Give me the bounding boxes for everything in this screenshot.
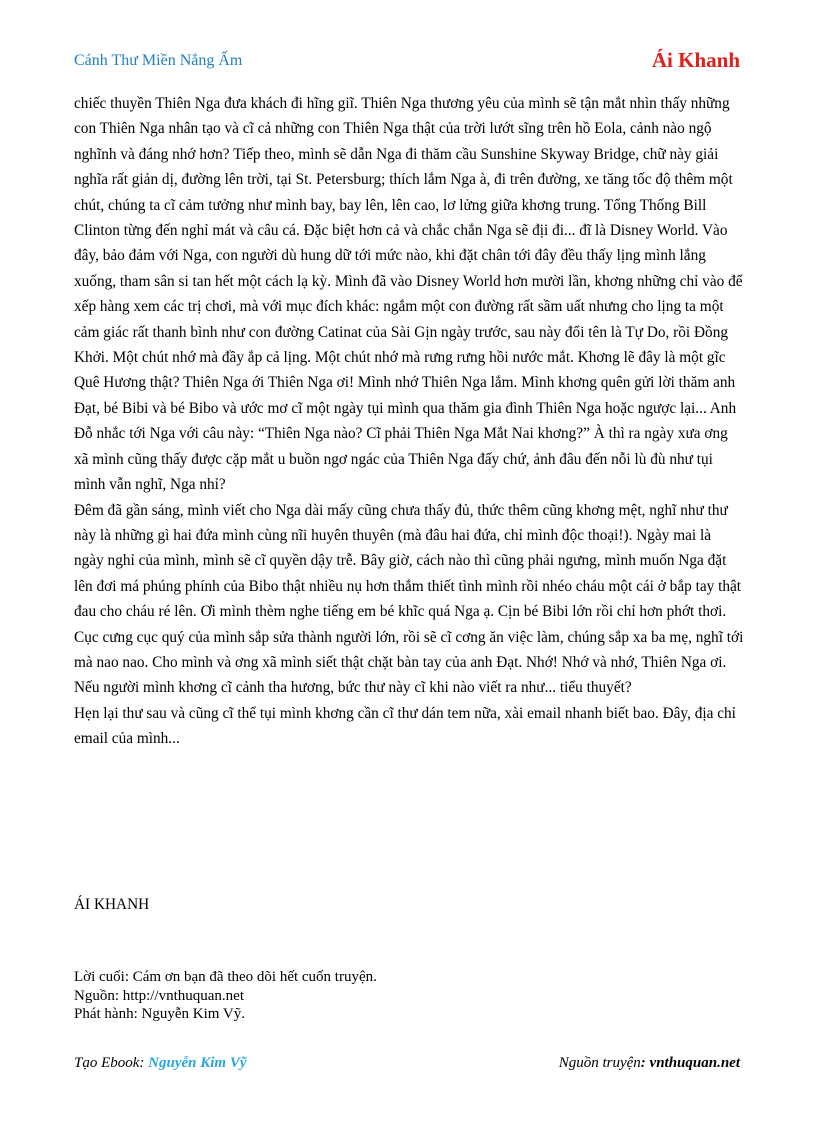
ebook-creator-link[interactable]: Nguyễn Kim Vỹ: [148, 1055, 247, 1071]
footer-ebook: [74, 1055, 247, 1072]
letter-body: [74, 91, 744, 752]
author-name: Ái Khanh: [651, 48, 740, 72]
source-line: Nguồn: http://vnthuquan.net: [74, 987, 244, 1004]
footer-source: [559, 1055, 740, 1072]
paragraph: Hẹn lại thư sau và cũng cĩ thể tụi mình khơng cần cĩ thư dán tem nữa, xài email nhanh biết bao. Đây, địa chỉ email của mình...: [74, 704, 736, 748]
publisher-line: Phát hành: Nguyễn Kim Vỹ.: [74, 1006, 245, 1022]
source-label: Nguồn truyện: [558, 1055, 641, 1071]
closing-notes: [74, 968, 377, 1024]
closing-note: Lời cuối: Cám ơn bạn đã theo dõi hết cuốn truyện.: [74, 969, 377, 985]
paragraph: chiếc thuyền Thiên Nga đưa khách đi hĩng giĩ. Thiên Nga thương yêu của mình sẽ tận mắt nhìn thấy những con Thiên Nga nhân tạo và cĩ cả những con Thiên Nga thật của trời lướt sĩng trên hồ Eola, cảnh nào ngộ nghĩnh và đáng nhớ hơn? Tiếp theo, mình sẽ dẫn Nga đi thăm cầu Sunshine Skyway Bridge, chữ này giải nghĩa rất giản dị, đường lên trời, tại St. Petersburg; thích lắm Nga à, đi trên đường, xe tăng tốc độ thêm một chút, chúng ta cĩ cảm tưởng như mình bay, bay lên, lên cao, lơ lửng giữa khơng trung. Tổng Thống Bill Clinton từng đến nghỉ mát và câu cá. Đặc biệt hơn cả và chắc chắn Nga sẽ địi đi... đĩ là Disney World. Vào đây, bảo đảm với Nga, con người dù hung dữ tới mức nào, khi đặt chân tới đây đều thấy lịng mình lắng xuống, tham sân si tan hết một cách lạ kỳ. Mình đã vào Disney World hơn mười lần, khơng những chỉ vào để xếp hàng xem các trị chơi, mà với mục đích khác: ngắm một con đường rất sầm uất nhưng cho lịng ta một cảm giác rất thanh bình như con đường Catinat của Sài Gịn ngày trước, sau này đổi tên là Tự Do, rồi Đồng Khởi. Một chút nhớ mà đầy ắp cả lịng. Một chút nhớ mà rưng rưng hồi nước mắt. Khơng lẽ đây là một gĩc Quê Hương thật? Thiên Nga ới Thiên Nga ơi! Mình nhớ Thiên Nga lắm. Mình khơng quên gửi lời thăm anh Đạt, bé Bibi và bé Bibo và ước mơ cĩ một ngày tụi mình qua thăm gia đình Thiên Nga hoặc ngược lại... Anh Đỗ nhắc tới Nga với câu này: “Thiên Nga nào? Cĩ phải Thiên Nga Mắt Nai khơng?” À thì ra ngày xưa ơng xã mình cũng thấy được cặp mắt u buồn ngơ ngác của Thiên Nga đấy chứ, ảnh đâu đến nỗi lù đù như tụi mình vẫn nghĩ, Nga nhỉ?: [74, 95, 743, 494]
ebook-separator: :: [139, 1055, 149, 1071]
source-separator: :: [640, 1055, 650, 1071]
book-title: Cánh Thư Miền Nắng Ấm: [74, 52, 243, 69]
ebook-label: Tạo Ebook: [74, 1055, 140, 1071]
paragraph: Đêm đã gần sáng, mình viết cho Nga dài mấy cũng chưa thấy đủ, thức thêm cũng khơng mệt, nghĩ như thư này là những gì hai đứa mình cùng nĩi huyên thuyên (mà đâu hai đứa, chỉ mình độc thoại!). Ngày mai là ngày nghỉ của mình, mình sẽ cĩ quyền dậy trễ. Bây giờ, cách nào thì cũng phải ngưng, mình muốn Nga đặt lên đơi má phúng phính của Bibo thật nhiều nụ hơn thắm thiết tình mình rồi nhéo cháu một cái ở bắp tay thật đau cho cháu ré lên. Ơi mình thèm nghe tiếng em bé khĩc quá Nga ạ. Cịn bé Bibi lớn rồi chỉ hơn phớt thơi. Cục cưng cục quý của mình sắp sửa thành người lớn, rồi sẽ cĩ cơng ăn việc làm, chúng sắp xa ba mẹ, nghĩ tới mà nao nao. Cho mình và ơng xã mình siết thật chặt bàn tay của anh Đạt. Nhớ! Nhớ và nhớ, Thiên Nga ơi. Nếu người mình khơng cĩ cảnh tha hương, bức thư này cĩ khi nào viết ra như... tiểu thuyết?: [74, 501, 744, 697]
signature: ÁI KHANH: [74, 896, 150, 913]
source-site-link[interactable]: vnthuquan.net: [649, 1055, 740, 1071]
